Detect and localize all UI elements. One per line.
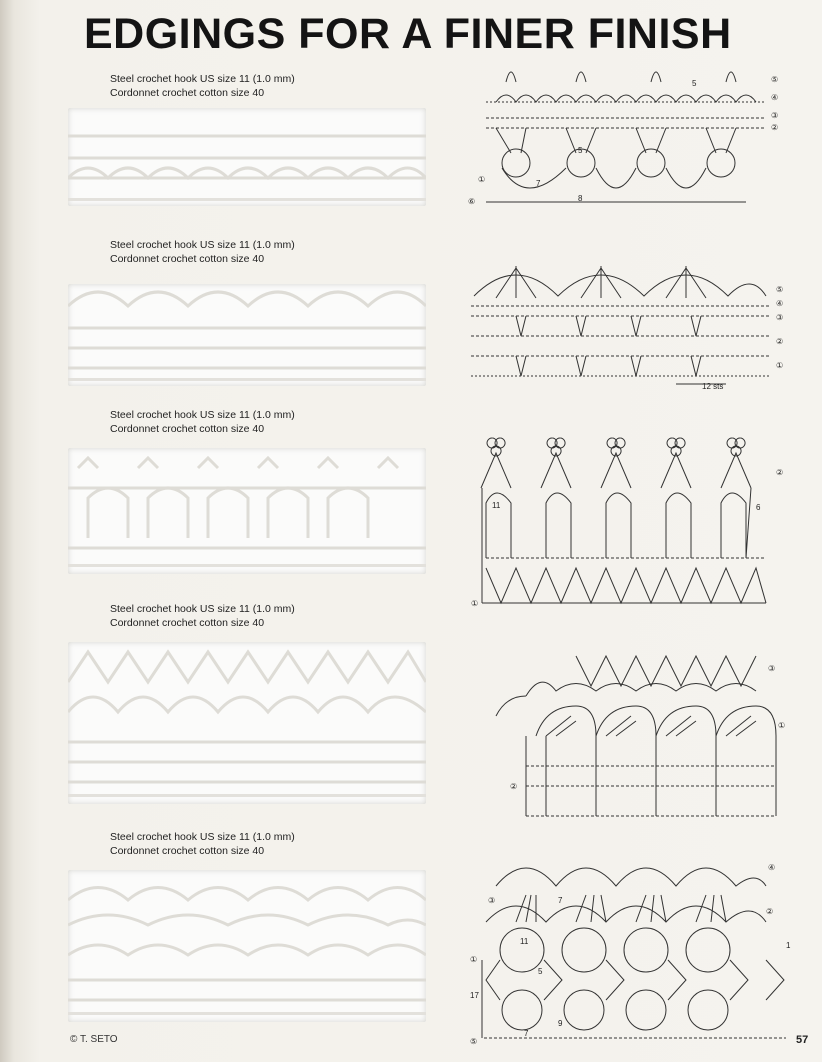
row-label: ② (766, 907, 774, 916)
stitch-note: 7 (536, 179, 541, 188)
page-number: 57 (796, 1034, 809, 1046)
edging-5-chart (466, 850, 812, 1050)
edging-5-photo (68, 870, 426, 1022)
edging-2-chart (466, 258, 812, 394)
row-label: ③ (771, 111, 779, 120)
edging-5-spec (110, 830, 295, 858)
row-label: ④ (768, 863, 776, 872)
row-label: ⑤ (771, 75, 779, 84)
row-label: ① (478, 175, 486, 184)
stitch-note: 8 (578, 194, 583, 203)
hook-size-text: Steel crochet hook US size 11 (1.0 mm) (110, 603, 295, 615)
row-label: ⑤ (470, 1037, 478, 1046)
hook-size-text: Steel crochet hook US size 11 (1.0 mm) (110, 239, 295, 251)
row-label: ③ (768, 664, 776, 673)
stitch-note: 9 (558, 1019, 563, 1028)
row-label: ① (471, 599, 479, 608)
row-label: ③ (776, 313, 784, 322)
row-label: ④ (771, 93, 779, 102)
stitch-note: 17 (470, 991, 479, 1000)
edging-2-photo (68, 284, 426, 386)
stitch-note: 5 (692, 79, 697, 88)
edging-3-photo (68, 448, 426, 574)
hook-size-text: Steel crochet hook US size 11 (1.0 mm) (110, 831, 295, 843)
edging-2-spec (110, 238, 295, 266)
row-label: ④ (776, 299, 784, 308)
row-label: ② (510, 782, 518, 791)
thread-text: Cordonnet crochet cotton size 40 (110, 617, 265, 629)
row-label: ⑥ (468, 197, 476, 206)
edging-1-chart (466, 58, 812, 208)
stitch-note: 5 (538, 967, 543, 976)
edging-1-row-labels (468, 75, 778, 206)
hook-size-text: Steel crochet hook US size 11 (1.0 mm) (110, 73, 295, 85)
stitch-note: 5 (578, 146, 583, 155)
stitch-note: 11 (492, 501, 501, 510)
edging-4-photo (68, 642, 426, 804)
row-label: ① (470, 955, 478, 964)
thread-text: Cordonnet crochet cotton size 40 (110, 87, 265, 99)
edging-1-photo (68, 108, 426, 206)
row-label: ③ (488, 896, 496, 905)
stitch-note: 12 sts (702, 382, 724, 391)
edging-4-spec (110, 602, 295, 630)
stitch-note: 6 (756, 503, 761, 512)
thread-text: Cordonnet crochet cotton size 40 (110, 253, 265, 265)
edging-4-chart (466, 646, 812, 826)
thread-text: Cordonnet crochet cotton size 40 (110, 423, 265, 435)
row-label: ① (778, 721, 786, 730)
stitch-note: 1 (786, 941, 791, 950)
edging-3-spec (110, 408, 295, 436)
row-label: ② (776, 337, 784, 346)
thread-text: Cordonnet crochet cotton size 40 (110, 845, 265, 857)
copyright-text: © T. SETO (70, 1034, 118, 1045)
row-label: ⑤ (776, 285, 784, 294)
stitch-note: 11 (520, 937, 529, 946)
row-label: ① (776, 361, 784, 370)
stitch-note: 7 (558, 896, 563, 905)
hook-size-text: Steel crochet hook US size 11 (1.0 mm) (110, 409, 295, 421)
edging-3-chart (466, 428, 812, 612)
page-title: EDGINGS FOR A FINER FINISH (84, 10, 732, 58)
edging-1-spec (110, 72, 295, 100)
row-label: ② (776, 468, 784, 477)
stitch-note: 7 (524, 1029, 529, 1038)
row-label: ② (771, 123, 779, 132)
